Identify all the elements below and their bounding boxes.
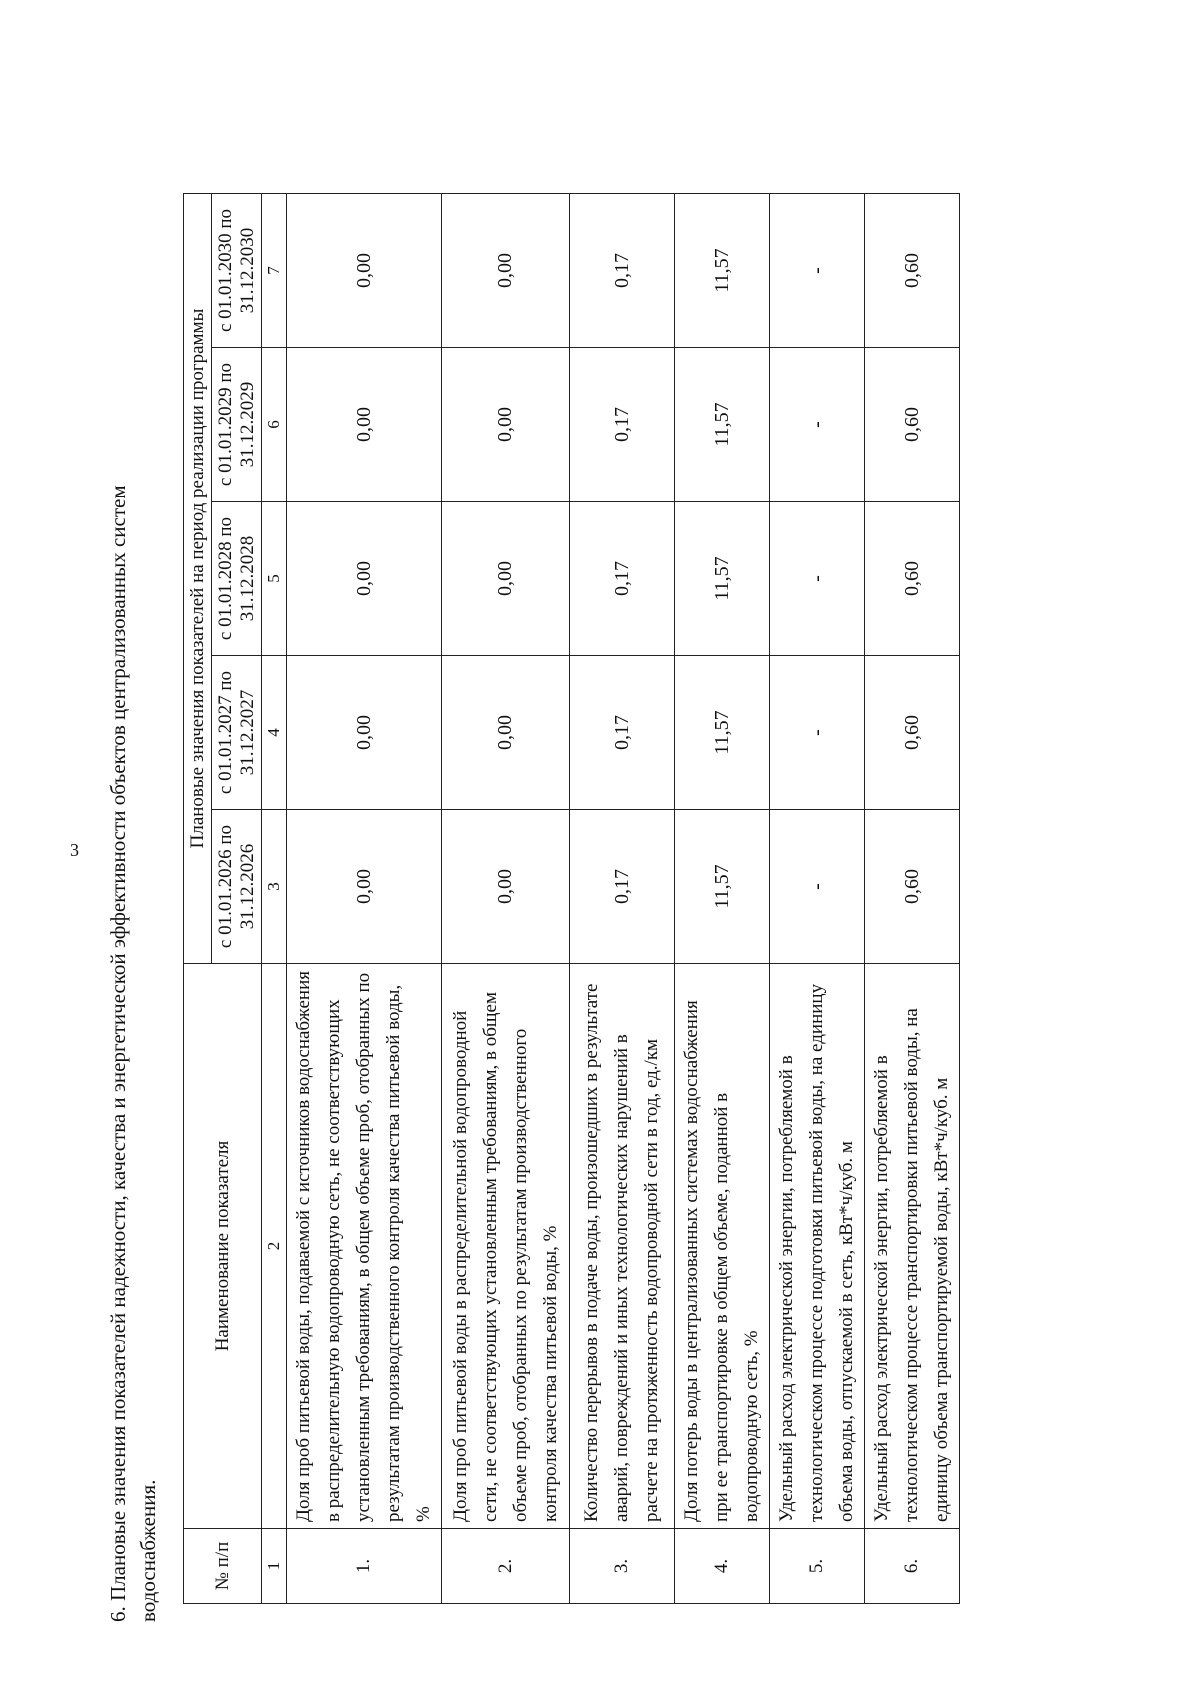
row-number: 6. bbox=[865, 1529, 960, 1604]
indicator-name: Количество перерывов в подаче воды, произошедших в результате аварий, повреждений и иных технологических нарушений в расчете на протяженность водопроводной сети в год, ед./км bbox=[570, 964, 675, 1529]
page-content bbox=[103, 77, 1123, 1622]
value-cell: 0,60 bbox=[865, 193, 960, 347]
value-cell: 0,60 bbox=[865, 502, 960, 656]
row-number: 4. bbox=[675, 1529, 770, 1604]
value-cell: 0,17 bbox=[570, 193, 675, 347]
column-number: 5 bbox=[262, 502, 287, 656]
value-cell: 0,00 bbox=[442, 348, 570, 502]
value-cell: 0,00 bbox=[442, 810, 570, 964]
value-cell: 0,00 bbox=[442, 502, 570, 656]
value-cell: - bbox=[770, 656, 865, 810]
value-cell: 0,17 bbox=[570, 502, 675, 656]
heading-line-2: водоснабжения. bbox=[136, 1479, 160, 1622]
indicator-name: Удельный расход электрической энергии, потребляемой в технологическом процессе транспортировки питьевой воды, на единицу объема транспортируемой воды, кВт*ч/куб. м bbox=[865, 964, 960, 1529]
table-row bbox=[770, 193, 865, 1603]
table-row bbox=[675, 193, 770, 1603]
table-row bbox=[442, 193, 570, 1603]
value-cell: - bbox=[770, 810, 865, 964]
table-row bbox=[865, 193, 960, 1603]
value-cell: 0,17 bbox=[570, 656, 675, 810]
header-period: с 01.01.2028 по 31.12.2028 bbox=[212, 502, 262, 656]
row-number: 5. bbox=[770, 1529, 865, 1604]
column-number: 6 bbox=[262, 348, 287, 502]
header-period: с 01.01.2029 по 31.12.2029 bbox=[212, 348, 262, 502]
value-cell: 11,57 bbox=[675, 656, 770, 810]
header-period: с 01.01.2027 по 31.12.2027 bbox=[212, 656, 262, 810]
indicator-name: Удельный расход электрической энергии, потребляемой в технологическом процессе подготовки питьевой воды, на единицу объема воды, отпускаемой в сеть, кВт*ч/куб. м bbox=[770, 964, 865, 1529]
value-cell: 11,57 bbox=[675, 193, 770, 347]
column-number: 2 bbox=[262, 964, 287, 1529]
value-cell: 0,60 bbox=[865, 656, 960, 810]
value-cell: - bbox=[770, 193, 865, 347]
column-number: 7 bbox=[262, 193, 287, 347]
section-heading bbox=[103, 192, 163, 1622]
value-cell: - bbox=[770, 502, 865, 656]
indicator-name: Доля потерь воды в централизованных системах водоснабжения при ее транспортировке в общем объеме, поданной в водопроводную сеть, % bbox=[675, 964, 770, 1529]
value-cell: 11,57 bbox=[675, 348, 770, 502]
header-no: № п/п bbox=[184, 1529, 262, 1604]
value-cell: 0,00 bbox=[287, 348, 442, 502]
value-cell: 0,60 bbox=[865, 810, 960, 964]
value-cell: - bbox=[770, 348, 865, 502]
value-cell: 0,17 bbox=[570, 810, 675, 964]
heading-line-1: 6. Плановые значения показателей надежности, качества и энергетической эффективности объектов централизованных систем bbox=[106, 485, 130, 1622]
value-cell: 11,57 bbox=[675, 502, 770, 656]
row-number: 1. bbox=[287, 1529, 442, 1604]
indicator-name: Доля проб питьевой воды, подаваемой с источников водоснабжения в распределительную водопроводную сеть, не соответствующих установленным требованиям, в общем объеме проб, отобранных по результатам производственного контроля качества питьевой воды, % bbox=[287, 964, 442, 1529]
header-group: Плановые значения показателей на период реализации программы bbox=[184, 193, 212, 963]
indicator-name: Доля проб питьевой воды в распределительной водопроводной сети, не соответствующих установленным требованиям, в общем объеме проб, отобранных по результатам производственного контроля качества питьевой воды, % bbox=[442, 964, 570, 1529]
row-number: 3. bbox=[570, 1529, 675, 1604]
table-row bbox=[570, 193, 675, 1603]
value-cell: 0,00 bbox=[442, 193, 570, 347]
header-name: Наименование показателя bbox=[184, 964, 262, 1529]
value-cell: 0,60 bbox=[865, 348, 960, 502]
column-number: 4 bbox=[262, 656, 287, 810]
header-period: с 01.01.2030 по 31.12.2030 bbox=[212, 193, 262, 347]
value-cell: 0,00 bbox=[287, 656, 442, 810]
page-number: 3 bbox=[70, 840, 79, 860]
value-cell: 0,00 bbox=[287, 810, 442, 964]
table-row bbox=[287, 193, 442, 1603]
header-period: с 01.01.2026 по 31.12.2026 bbox=[212, 810, 262, 964]
value-cell: 0,00 bbox=[442, 656, 570, 810]
value-cell: 11,57 bbox=[675, 810, 770, 964]
column-number: 1 bbox=[262, 1529, 287, 1604]
row-number: 2. bbox=[442, 1529, 570, 1604]
indicators-table bbox=[183, 193, 960, 1604]
value-cell: 0,17 bbox=[570, 348, 675, 502]
column-number: 3 bbox=[262, 810, 287, 964]
value-cell: 0,00 bbox=[287, 502, 442, 656]
value-cell: 0,00 bbox=[287, 193, 442, 347]
